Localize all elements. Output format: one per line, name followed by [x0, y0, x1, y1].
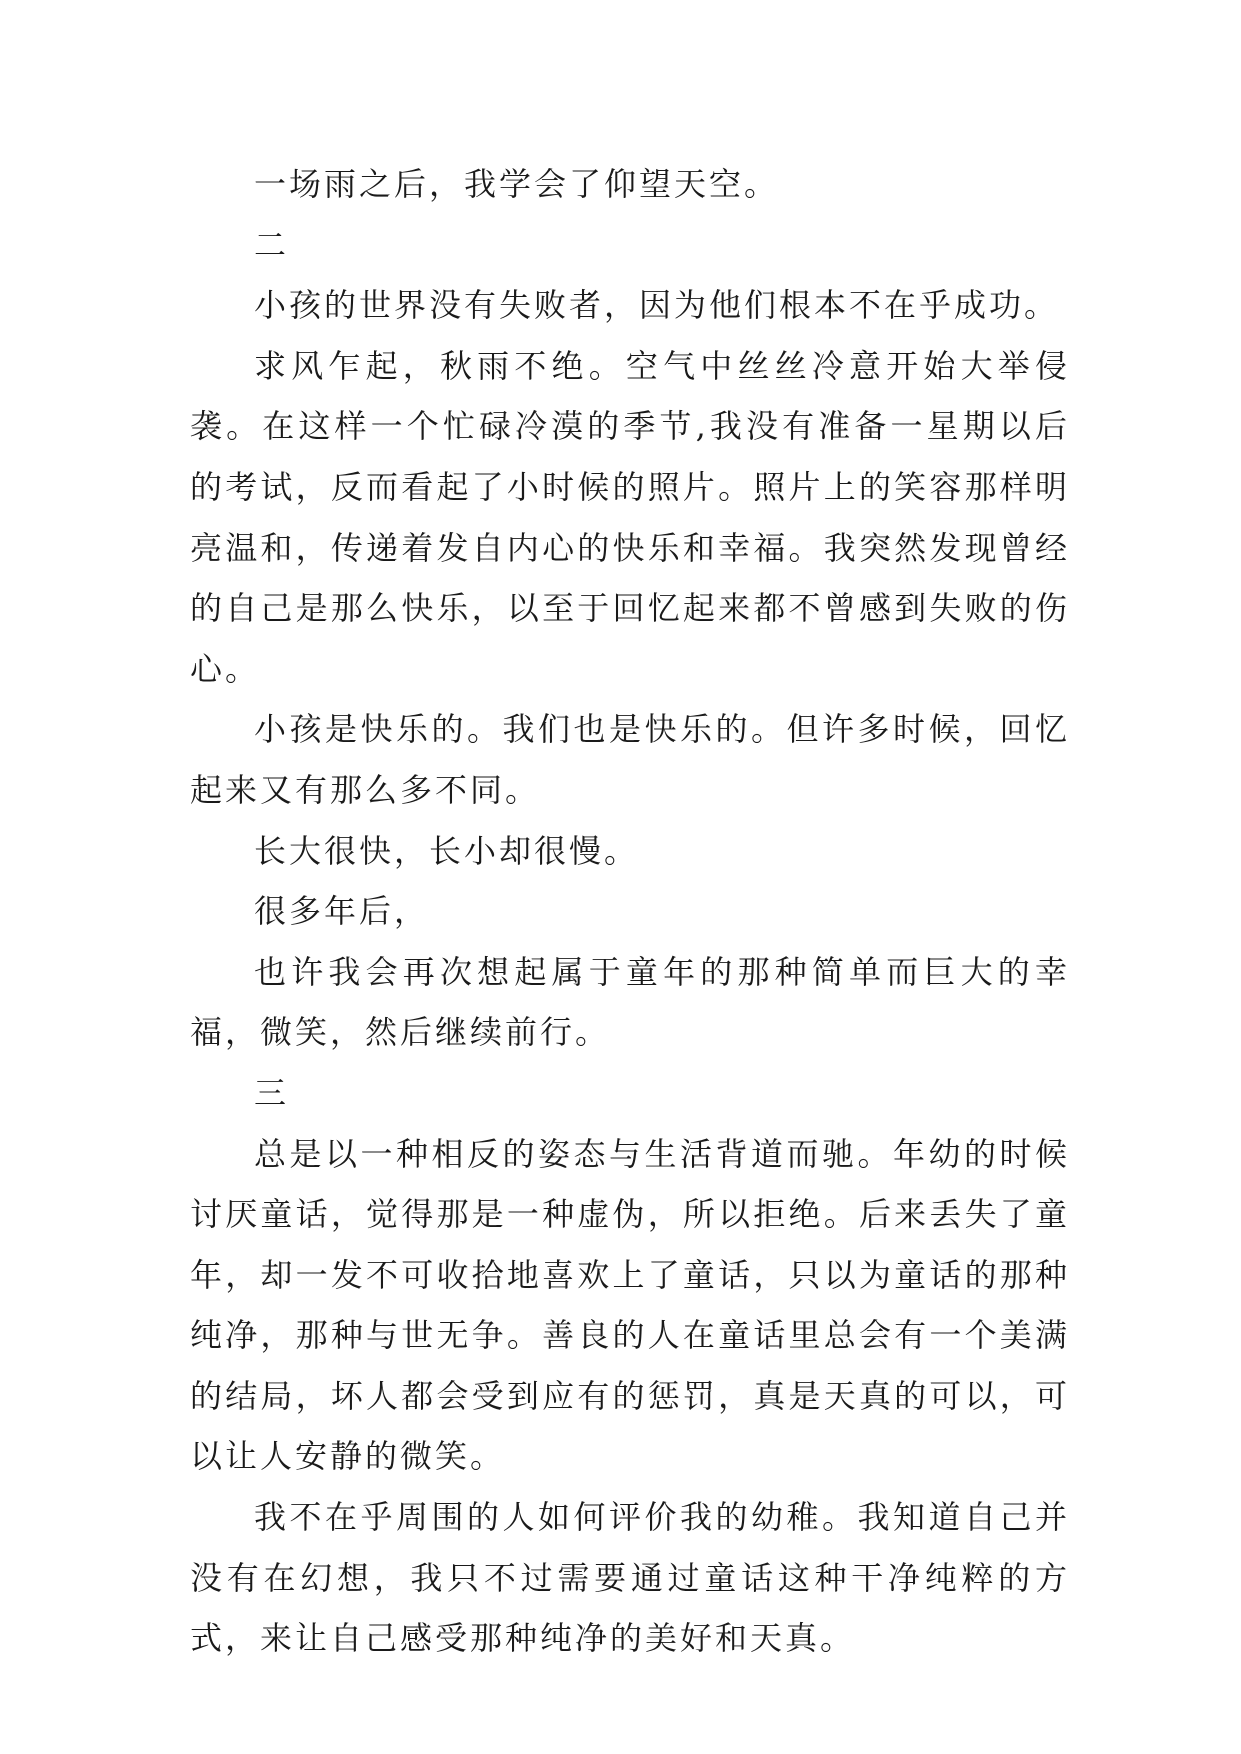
- paragraph-fairy-tales: 总是以一种相反的姿态与生活背道而驰。年幼的时候讨厌童话，觉得那是一种虚伪，所以拒绝。后来丢失了童年，却一发不可收拾地喜欢上了童话，只以为童话的那种纯净，那种与世无争。善良的人在童话里总会有一个美满的结局，坏人都会受到应有的惩罚，真是天真的可以，可以让人安静的微笑。: [190, 1134, 1070, 1476]
- paragraph-not-caring: 我不在乎周围的人如何评价我的幼稚。我知道自己并没有在幻想，我只不过需要通过童话这种干净纯粹的方式，来让自己感受那种纯净的美好和天真。: [190, 1498, 1070, 1658]
- paragraph-many-years-later: 很多年后，: [254, 892, 430, 931]
- paragraph-children-world: 小孩的世界没有失败者，因为他们根本不在乎成功。: [254, 286, 1060, 325]
- essay-body: [190, 154, 1070, 1669]
- paragraph-growing-up: 长大很快，长小却很慢。: [254, 831, 640, 870]
- section-heading-two: 二: [254, 225, 290, 264]
- section-heading-three: 三: [254, 1073, 290, 1112]
- paragraph-after-rain: 一场雨之后，我学会了仰望天空。: [254, 165, 780, 203]
- paragraph-autumn-rain: 求风乍起，秋雨不绝。空气中丝丝冷意开始大举侵袭。在这样一个忙碌冷漠的季节,我没有准备一星期以后的考试，反而看起了小时候的照片。照片上的笑容那样明亮温和，传递着发自内心的快乐和幸福。我突然发现曾经的自己是那么快乐，以至于回忆起来都不曾感到失败的伤心。: [190, 346, 1070, 688]
- paragraph-children-happy: 小孩是快乐的。我们也是快乐的。但许多时候，回忆起来又有那么多不同。: [190, 710, 1070, 809]
- paragraph-remember-childhood: 也许我会再次想起属于童年的那种简单而巨大的幸福，微笑，然后继续前行。: [190, 952, 1070, 1052]
